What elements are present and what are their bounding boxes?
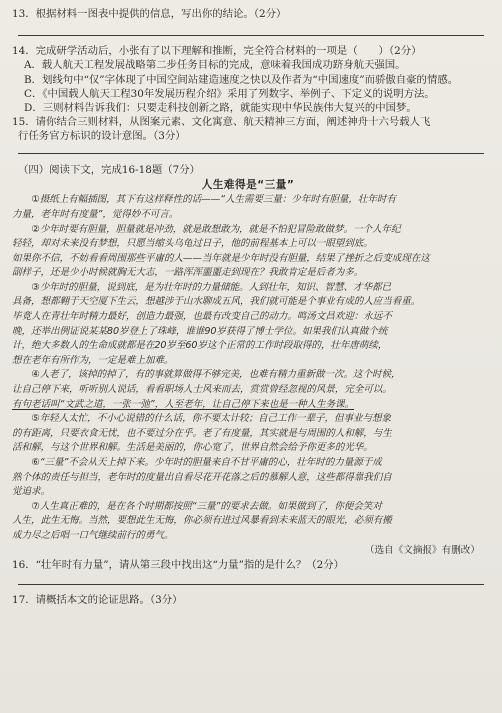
paragraph-3-line-1: ③少年时的胆量，说到底，是为壮年时的力量储能。人到壮年，知识、智慧、才华都已 (31, 281, 391, 293)
question-14-option-c: C．《中国载人航天工程30年发展历程介绍》采用了列数字、举例子、下定义的说明方法。 (24, 87, 435, 100)
paragraph-7-line-1: ⑦人生真正难的，是在各个时期都按照“三量”的要求去做。如果做到了，你便会笑对 (31, 500, 382, 512)
paragraph-3-line-6: 想在老年有所作为，一定是难上加难。 (12, 354, 174, 366)
question-15-line-1: 15．请你结合三则材料，从图案元素、文化寓意、航天精神三方面，阐述神舟十六号载人飞 (12, 116, 431, 129)
paragraph-3-line-5: 计，绝大多数人的生命成就都是在20岁至60岁这个正常的工作时段取得的，壮年唐萌续， (12, 340, 388, 352)
paragraph-2-line-3: 如果你不信，不妨看看周围那些平庸的人——当年就是少年时没有胆量，结果了挫折之后变成现在这 (12, 252, 430, 264)
paragraph-6-line-1: ⑥“三量”不会从天上掉下来。少年时的胆量来自不甘平庸的心，壮年时的力量源于成 (31, 457, 382, 469)
paragraph-5-line-3: 活和解，与这个世界和解。生活是美丽的，你心宽了，世界自然会给予你更多的光华。 (12, 442, 373, 454)
question-14-option-a: A．载人航天工程发展战略第二步任务目标的完成，意味着我国成功跻身航天强国。 (24, 59, 406, 72)
paragraph-2-line-1: ②少年时要有胆量，胆量就是冲劲，就是敢想敢为，就是不怕犯冒险敢做梦。一个人年纪 (31, 223, 401, 235)
paragraph-7-line-3: 成力尽之后唱一口气继续前行的勇气。 (12, 529, 174, 541)
question-16: 16．“壮年时有力量”，请从第三段中找出这“力量”指的是什么？（2分） (12, 559, 345, 572)
question-17: 17．请概括本文的论证思路。（3分） (12, 594, 183, 607)
paragraph-6-line-3: 觉追求。 (12, 486, 50, 498)
paragraph-4-line-2: 让自己停下来，听听别人说话，看看职场人士风来而去，赏赏曾经忽视的风景，完全可以。 (12, 384, 392, 396)
paragraph-3-line-3: 毕竟人在青壮年时精力最好，创造力最强，也最有改变自己的动力。鸣汤文昌欢迎：永远不 (12, 311, 392, 323)
paragraph-3-line-4: 晚，还举出例证说某某80岁登上了珠峰，谁谁90岁获得了博士学位。如果我们认真做个统 (12, 325, 388, 337)
paragraph-2-line-4: 副样子，还是少小时候就胸无大志，一路浑浑噩噩走到现在？我敢肯定是后者为多。 (12, 267, 364, 279)
question-13: 13．根据材料一图表中提供的信息，写出你的结论。（2分） (12, 8, 287, 20)
article-title: 人生难得是“三量” (201, 178, 295, 191)
article-body (12, 193, 484, 543)
paragraph-1-line-1: ①摄纸上有幅插图，其下有这样释性的话——“人生需要三量：少年时有胆量，壮年时有 (31, 194, 396, 206)
paragraph-4-line-3 (12, 398, 484, 413)
article-source: （选自《文摘报》有删改） (364, 544, 480, 556)
question-14-option-b: B．划线句中“仅”字体现了中国空间站建造速度之快以及作者为“中国速度”而骄傲自豪的情感。 (24, 73, 459, 86)
paragraph-3-line-2: 具备，想都翱于天空厦下生云，想越涉于山水聊成五风，我们就可能是个事业有成的人应当看重。 (12, 296, 421, 308)
paragraph-6-line-2: 熟个体的责任与担当，老年时的度量出自看尽花开花落之后的慕解人意，这些都得靠我们自 (12, 471, 392, 483)
paragraph-2-line-2: 轻轻，却对未来没有梦想，只愿当缩头乌龟过日子，他的前程基本上可以一眼望到底。 (12, 238, 373, 250)
section-header: （四）阅读下文，完成16-18题（7分） (18, 163, 201, 176)
question-14-stem: 14．完成研学活动后，小张有了以下理解和推断，完全符合材料的一项是（ ）（2分） (12, 45, 422, 58)
paragraph-5-line-1: ⑤年轻人太忙，不小心说错的什么话，你不要太计较；自己工作一辈子，但事业与想象 (31, 413, 391, 425)
paragraph-5-line-2: 的有距离，只要衣食无忧，也不要过分在乎。老了有度量，其实就是与周围的人和解，与生 (12, 427, 392, 439)
underlined-sentence: 有句老话叫“文武之道，一张一弛”，人至老年，让自己停下来也是一种人生务课。 (12, 398, 355, 410)
paragraph-1-line-2: 力量，老年时有度量”，觉得妙不可言。 (12, 208, 179, 220)
question-15-line-2: 行任务官方标识的设计意图。（3分） (18, 130, 186, 143)
question-14-option-d: D．三则材料告诉我们：只要走科技创新之路，就能实现中华民族伟大复兴的中国梦。 (24, 102, 417, 115)
paragraph-4-line-1: ④人老了，该掉的掉了，有的事就算做得不够完美，也难有精力重新做一次。这个时候， (31, 369, 401, 381)
paragraph-7-line-2: 人生，此生无悔。当然，要想此生无悔，你必须有进过风暴看到未来蓝天的眼光，必须有搬 (12, 515, 392, 527)
